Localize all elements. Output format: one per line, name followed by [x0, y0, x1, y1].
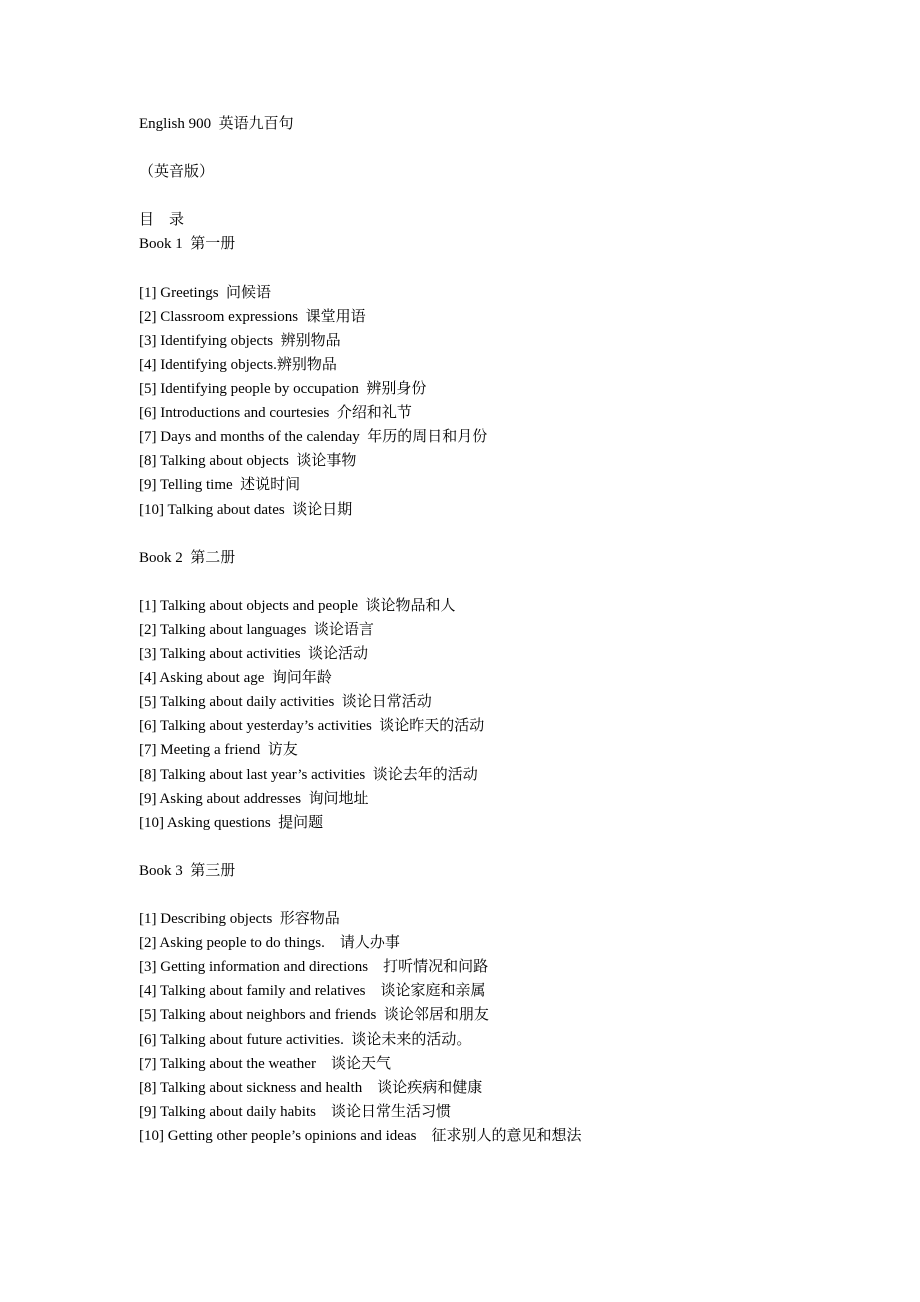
toc-item: [3] Identifying objects 辨别物品	[139, 332, 341, 349]
book-heading: Book 1 第一册	[139, 236, 236, 253]
toc-item: [7] Days and months of the calenday 年历的周日和月份	[139, 429, 488, 446]
toc-item: [5] Identifying people by occupation 辨别身份	[139, 381, 427, 398]
spacer	[139, 184, 879, 208]
toc-item: [9] Telling time 述说时间	[139, 477, 301, 494]
spacer	[139, 522, 879, 546]
toc-heading: 目 录	[139, 212, 185, 229]
toc-item: [3] Talking about activities 谈论活动	[139, 646, 369, 663]
book-section-3	[139, 859, 879, 1148]
toc-item: [8] Talking about sickness and health 谈论疾病和健康	[139, 1079, 483, 1096]
toc-item: [4] Asking about age 询问年龄	[139, 670, 332, 687]
toc-item: [2] Talking about languages 谈论语言	[139, 621, 374, 638]
toc-item: [4] Talking about family and relatives 谈论家庭和亲属	[139, 983, 486, 1000]
spacer	[139, 835, 879, 859]
spacer	[139, 570, 879, 594]
document-subtitle: （英音版）	[139, 164, 215, 181]
toc-item: [6] Talking about yesterday’s activities 谈论昨天的活动	[139, 718, 485, 735]
toc-item: [10] Getting other people’s opinions and ideas 征求别人的意见和想法	[139, 1127, 582, 1144]
toc-item: [7] Meeting a friend 访友	[139, 742, 298, 759]
book-heading: Book 3 第三册	[139, 862, 236, 879]
toc-item: [8] Talking about objects 谈论事物	[139, 453, 357, 470]
toc-item: [6] Introductions and courtesies 介绍和礼节	[139, 405, 412, 422]
spacer	[139, 257, 879, 281]
book-section-1	[139, 232, 879, 521]
toc-item: [1] Greetings 问候语	[139, 284, 272, 301]
toc-item: [1] Talking about objects and people 谈论物品和人	[139, 597, 456, 614]
spacer	[139, 136, 879, 160]
book-heading: Book 2 第二册	[139, 549, 236, 566]
toc-item: [6] Talking about future activities. 谈论未来的活动。	[139, 1031, 472, 1048]
toc-item: [5] Talking about neighbors and friends 谈论邻居和朋友	[139, 1007, 489, 1024]
toc-item: [9] Asking about addresses 询问地址	[139, 790, 369, 807]
toc-item: [10] Talking about dates 谈论日期	[139, 501, 353, 518]
toc-item: [3] Getting information and directions 打听情况和问路	[139, 959, 489, 976]
toc-item: [2] Asking people to do things. 请人办事	[139, 935, 400, 952]
spacer	[139, 883, 879, 907]
toc-item: [10] Asking questions 提问题	[139, 814, 324, 831]
toc-item: [4] Identifying objects.辨别物品	[139, 356, 337, 373]
toc-item: [8] Talking about last year’s activities 谈论去年的活动	[139, 766, 478, 783]
book-section-2	[139, 546, 879, 835]
toc-item: [7] Talking about the weather 谈论天气	[139, 1055, 391, 1072]
document-title: English 900 英语九百句	[139, 116, 294, 132]
toc-item: [9] Talking about daily habits 谈论日常生活习惯	[139, 1103, 451, 1120]
document-page	[139, 112, 879, 1148]
toc-item: [2] Classroom expressions 课堂用语	[139, 308, 366, 325]
toc-item: [5] Talking about daily activities 谈论日常活动	[139, 694, 432, 711]
toc-item: [1] Describing objects 形容物品	[139, 911, 340, 928]
